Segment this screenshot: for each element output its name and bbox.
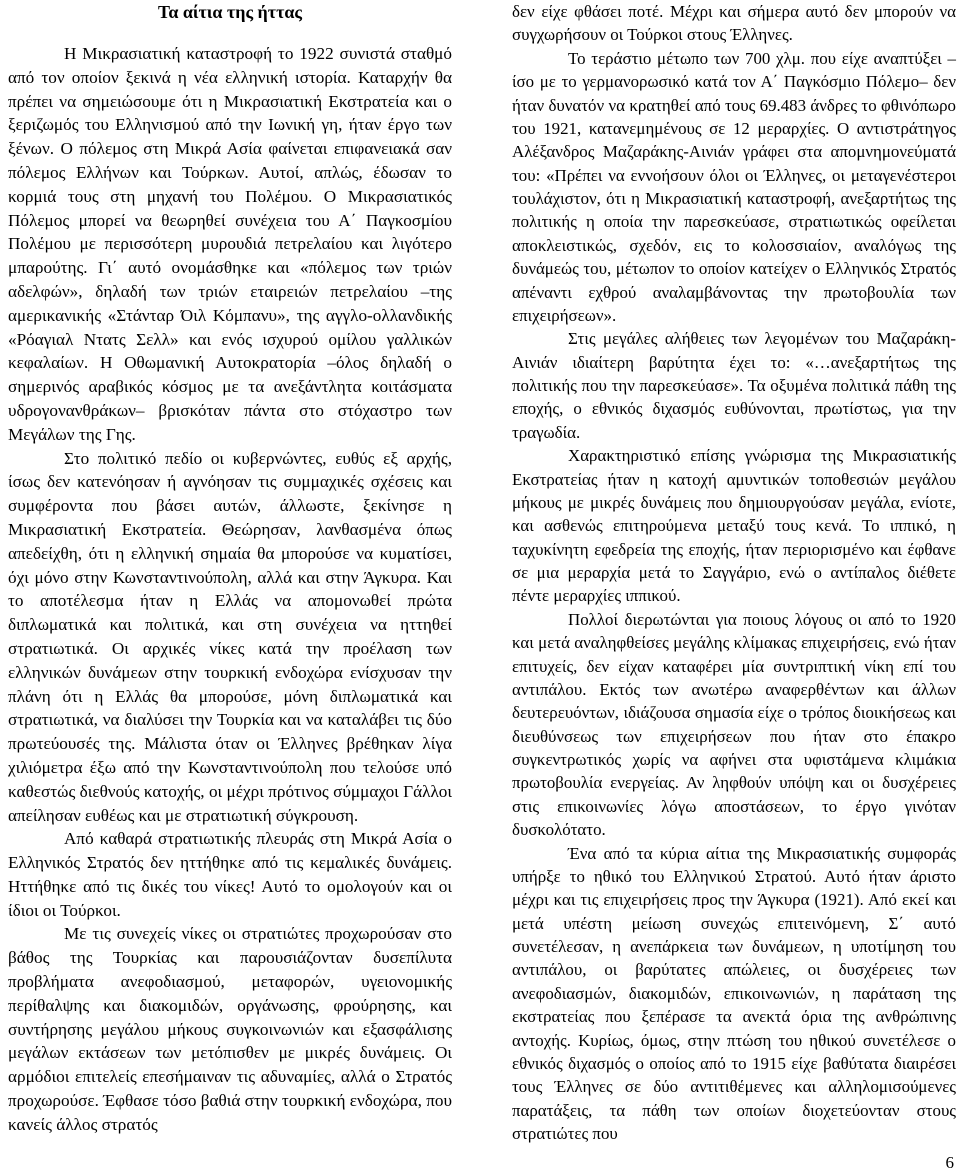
paragraph: Με τις συνεχείς νίκες οι στρατιώτες προχωρούσαν στο βάθος της Τουρκίας και παρουσιάζονταν δυσεπίλυτα προβλήματα ανεφοδιασμού, μεταφορών, υγειονομικής περίθαλψης και διακομιδών, οργάνωσης, φρούρησης, και συντήρησης μεγάλου μήκους συγκοινωνιών και εξασφάλισης μεγάλων εκτάσεων των μετόπισθεν με μικρές δυνάμεις. Οι αρμόδιοι επιτελείς επεσήμαιναν τις αδυναμίες, αλλά ο Στρατός προχωρούσε. Έφθασε τόσο βαθιά στην τουρκική ενδοχώρα, που κανείς άλλος στρατός — [8, 924, 452, 1134]
page-title: Τα αίτια της ήττας — [157, 2, 303, 22]
paragraph: Το τεράστιο μέτωπο των 700 χλμ. που είχε αναπτύξει –ίσο με το γερμανορωσικό κατά τον Α΄ Παγκόσμιο Πόλεμο– δεν ήταν δυνατόν να κρατηθεί από τους 69.483 άνδρες το φθινόπωρο του 1921, κατανεμημένους σε 12 μεραρχίες. Ο αντιστράτηγος Αλέξανδρος Μαζαράκης-Αινιάν γράφει στα απομνημονεύματά του: «Πρέπει να εννοήσουν όλοι οι Έλληνες, οι μεταγενέστεροι τουλάχιστον, ότι η Μικρασιατική καταστροφή, ανεξαρτήτως της πολιτικής η οποία την παρεσκεύασε, στρατιωτικώς οφείλεται αποκλειστικώς, σχεδόν, εις το κολοσσιαίον, αναλόγως της δυνάμεώς του, μέτωπον το οποίον κατείχεν ο Ελληνικός Στρατός απέναντι εχθρού αναλαμβάνοντας την πρωτοβουλία των επιχειρήσεων». — [512, 48, 956, 325]
page-number: 6 — [945, 1153, 954, 1172]
paragraph: Πολλοί διερωτώνται για ποιους λόγους οι από το 1920 και μετά αναληφθείσες μεγάλης κλίμακας επιχειρήσεις, ενώ ήταν επιτυχείς, δεν είχαν καταφέρει μία συντριπτική νίκη επί του αντιπάλου. Εκτός των ανωτέρω αναφερθέντων και άλλων δευτερευόντων, ιδιάζουσα σημασία είχε ο τρόπος διοικήσεως και διευθύνσεως των επιχειρήσεων που ήταν στο έπακρο συγκεντρωτικός χωρίς να αφήνει στα υφιστάμενα κλιμάκια πρωτοβουλία ενεργείας. Αν ληφθούν υπόψη και οι δυσχέρειες στις επικοινωνίες λόγω αποστάσεων, το έργο γινόταν δυσκολότατο. — [512, 609, 956, 840]
left-column — [8, 0, 452, 1137]
paragraph: Στο πολιτικό πεδίο οι κυβερνώντες, ευθύς εξ αρχής, ίσως δεν κατενόησαν ή αγνόησαν τις συμμαχικές σχέσεις και συμφέροντα που βάσει αυτών, άλλωστε, ξεκίνησε η Μικρασιατική Εκστρατεία. Θεώρησαν, λανθασμένα όπως απεδείχθη, ότι η ελληνική σημαία θα μπορούσε να κυματίσει, όχι μόνο στην Κωνσταντινούπολη, αλλά και στην Άγκυρα. Και το αποτέλεσμα ήταν η Ελλάς να απομονωθεί πρώτα διπλωματικά και πολιτικά, και στη συνέχεια να ηττηθεί στρατιωτικά. Οι αρχικές νίκες κατά την προέλαση των ελληνικών δυνάμεων στην τουρκική ενδοχώρα ενίσχυσαν την πλάνη ότι η Ελλάς θα μπορούσε, μόνη διπλωματικά και στρατιωτικά, να διαλύσει την Τουρκία και να καταλάβει τις δύο πρωτεύουσές της. Μάλιστα όταν οι Έλληνες βρέθηκαν λίγα χιλιόμετρα έξω από την Κωνσταντινούπολη που τελούσε υπό καθεστώς διεθνούς κατοχής, οι μέχρι πρότινος σύμμαχοι Γάλλοι απείλησαν ευθέως και με στρατιωτική σύγκρουση. — [8, 448, 452, 825]
paragraph: Ένα από τα κύρια αίτια της Μικρασιατικής συμφοράς υπήρξε το ηθικό του Ελληνικού Στρατού. Αυτό ήταν άριστο μέχρι και τις επιχειρήσεις προς την Άγκυρα (1921). Από εκεί και μετά υπέστη μείωση συνεχώς επιτεινόμενη, Σ΄ αυτό συνετέλεσαν, η ανεπάρκεια των δυνάμεων, η υποτίμηση του αντιπάλου, οι βαρύτατες απώλειες, οι δυσχέρειες των ανεφοδιασμών, διακομιδών, επικοινωνιών, η παράταση της εκστρατείας που ξεπέρασε τα ανεκτά όρια της ανθρώπινης αντοχής. Κυρίως, όμως, στην πτώση του ηθικού συνετέλεσε ο εθνικός διχασμός ο οποίος από το 1915 είχε βαθύτατα διαιρέσει τους Έλληνες σε δύο αντιτιθέμενες και αλληλομισούμενες παρατάξεις, τα πάθη των οποίων διοχετεύονταν στους στρατιώτες που — [512, 843, 956, 1143]
paragraph: Η Μικρασιατική καταστροφή το 1922 συνιστά σταθμό από τον οποίον ξεκινά η νέα ελληνική ιστορία. Καταρχήν θα πρέπει να σημειώσουμε ότι η Μικρασιατική Εκστρατεία και ο ξεριζωμός του Ελληνισμού από την Ιωνική γη, ήταν έργο των ξένων. Ο πόλεμος στη Μικρά Ασία φαίνεται επιφανειακά σαν πόλεμος Ελλήνων και Τούρκων. Αυτοί, απλώς, έδωσαν το κορμιά τους στη μηχανή του Πολέμου. Ο Μικρασιατικός Πόλεμος μπορεί να θεωρηθεί συνέχεια του Α΄ Παγκοσμίου Πολέμου με περισσότερη μυρουδιά πετρελαίου και λιγότερο μπαρούτης. Γι΄ αυτό ονομάσθηκε και «πόλεμος των τριών αδελφών», δηλαδή των τριών εταιρειών πετρελαίου –της αμερικανικής «Στάνταρ Όιλ Κόμπανυ», της αγγλο-ολλανδικής «Ρόαγιαλ Ντατς Σελλ» και ενός ισχυρού ομίλου γαλλικών κεφαλαίων. Η Οθωμανική Αυτοκρατορία –όλος δηλαδή ο σημερινός αραβικός κόσμος με τα ανεξάντλητα κοιτάσματα υδρογονανθράκων– βρισκόταν πάντα στο στόχαστρο των Μεγάλων της Γης. — [8, 44, 452, 444]
paragraph: Χαρακτηριστικό επίσης γνώρισμα της Μικρασιατικής Εκστρατείας ήταν η κατοχή αμυντικών τοποθεσιών μεγάλου μήκους με μικρές δυνάμεις που δημιουργούσαν μεγάλα, ενίοτε, και ασθενώς επιτηρούμενα μεταξύ τους κενά. Το ιππικό, η ταχυκίνητη εφεδρεία της εποχής, ήταν περιορισμένο και έφθανε σε μια μεραρχία μετά το Σαγγάριο, ενώ ο αντίπαλος διέθετε πέντε μεραρχίες ιππικού. — [512, 446, 956, 606]
paragraph-continued: δεν είχε φθάσει ποτέ. Μέχρι και σήμερα αυτό δεν μπορούν να συγχωρήσουν οι Τούρκοι στους Έλληνες. — [512, 2, 956, 45]
right-column — [512, 0, 956, 1145]
paragraph: Στις μεγάλες αλήθειες των λεγομένων του Μαζαράκη-Αινιάν ιδιαίτερη βαρύτητα έχει το: «…ανεξαρτήτως της πολιτικής που την παρεσκεύασε». Τα οξυμένα πολιτικά πάθη της εποχής, ο εθνικός διχασμός ευθύνονται, πρωτίστως, για την τραγωδία. — [512, 329, 956, 442]
paragraph: Από καθαρά στρατιωτικής πλευράς στη Μικρά Ασία ο Ελληνικός Στρατός δεν ηττήθηκε από τις κεμαλικές δυνάμεις. Ηττήθηκε από τις δικές του νίκες! Αυτό το ομολογούν και οι ίδιοι οι Τούρκοι. — [8, 829, 452, 920]
